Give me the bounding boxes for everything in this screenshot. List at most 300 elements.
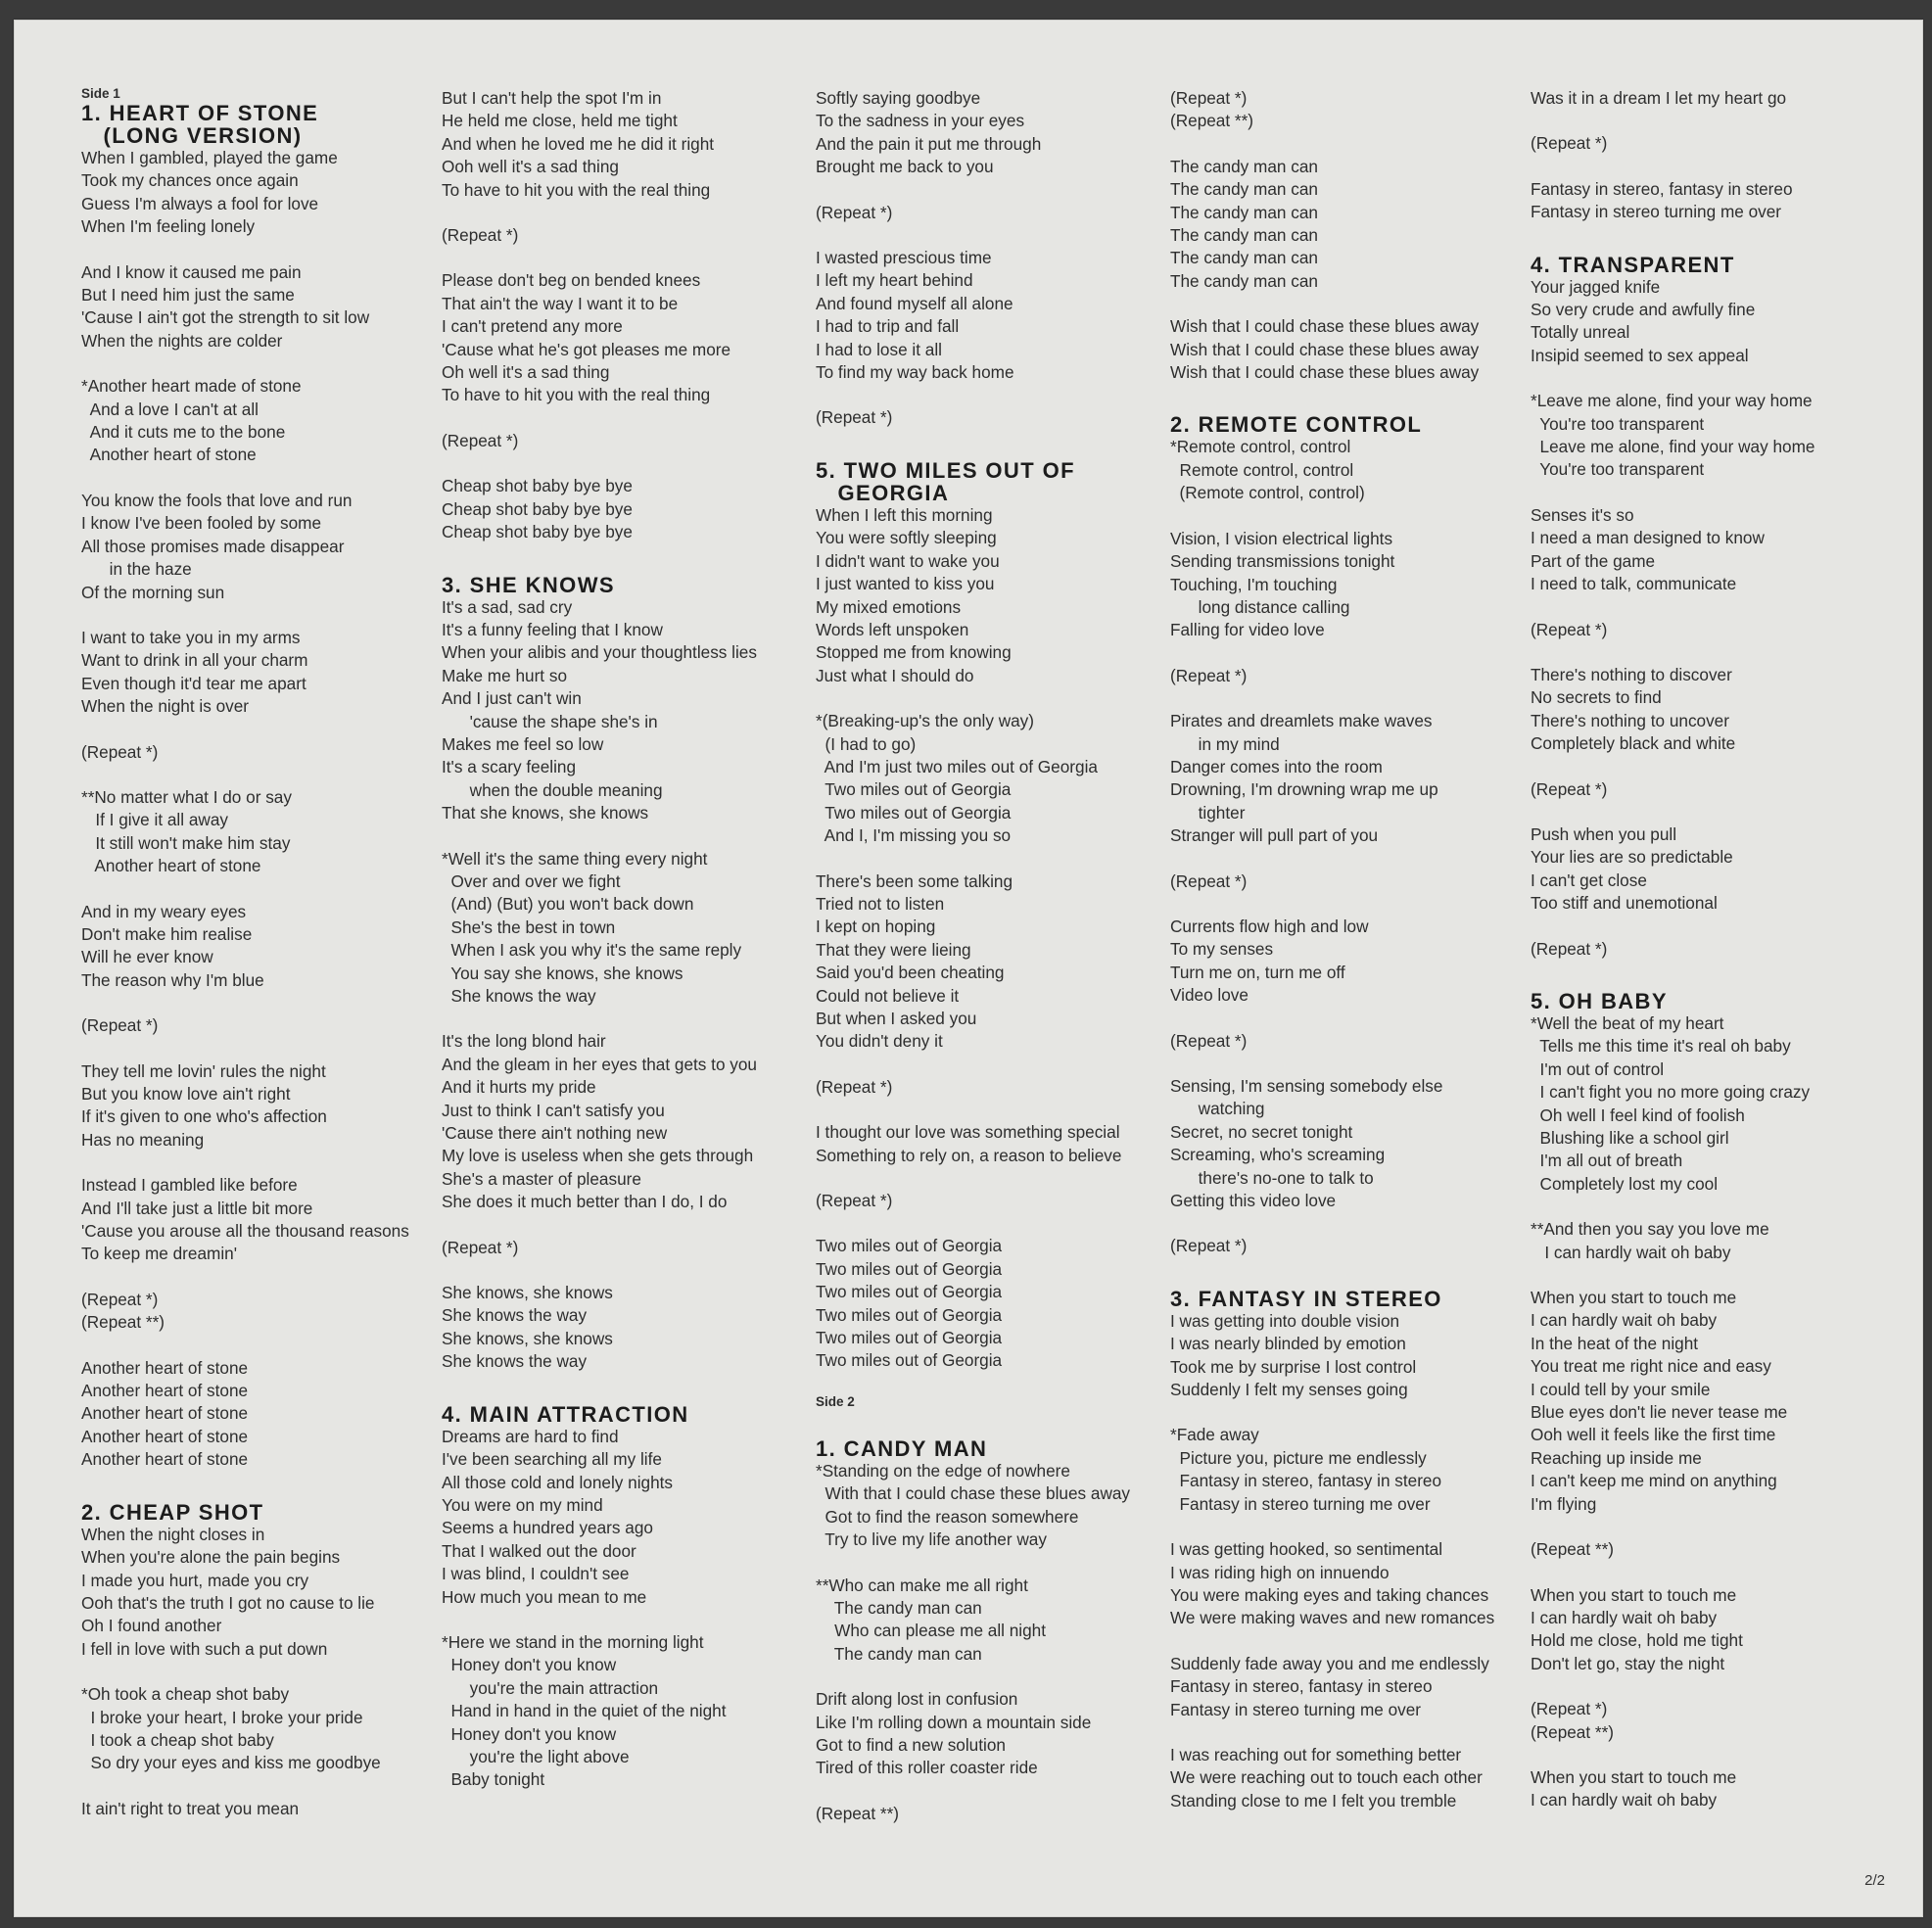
lyric-line: I broke your heart, I broke your pride [81,1707,363,1727]
lyric-line: Fantasy in stereo turning me over [1531,202,1782,222]
lyric-line: I want to take you in my arms [81,627,301,647]
lyric-line: 'Cause I ain't got the strength to sit low [81,307,370,328]
lyric-line: I'm all out of breath [1531,1151,1683,1171]
lyric-line: You were on my mind [442,1494,603,1515]
lyrics-column-1 [81,87,453,1843]
lyric-line: Another heart of stone [81,1357,249,1378]
lyric-line: *(Breaking-up's the only way) [816,711,1035,731]
lyric-line: Instead I gambled like before [81,1175,298,1196]
lyric-line: The candy man can [1170,270,1318,291]
lyric-stanza [1531,778,1903,801]
lyric-line: Picture you, picture me endlessly [1170,1447,1427,1468]
lyric-line: When your alibis and your thoughtless lies [442,642,757,663]
lyric-stanza [1170,1744,1542,1812]
lyric-line: You know the fools that love and run [81,490,353,510]
lyric-stanza [1531,1538,1903,1561]
lyric-line: (Repeat *) [1170,1236,1248,1256]
lyric-line: When you start to touch me [1531,1584,1737,1605]
lyric-line: Vision, I vision electrical lights [1170,528,1393,548]
song-title [816,459,1188,504]
lyric-line: Fantasy in stereo turning me over [1170,1699,1422,1719]
lyric-stanza [816,1460,1188,1552]
lyric-line: When you start to touch me [1531,1766,1737,1787]
lyric-line: I had to trip and fall [816,316,960,337]
lyric-line: Completely black and white [1531,733,1736,754]
lyric-line: And found myself all alone [816,293,1013,313]
lyric-line: Another heart of stone [81,1449,249,1470]
lyric-line: When I ask you why it's the same reply [442,940,742,961]
lyric-line: Please don't beg on bended knees [442,270,701,291]
lyric-line: It still won't make him stay [81,832,291,853]
lyric-line: Tired of this roller coaster ride [816,1758,1038,1778]
lyric-stanza [1531,1766,1903,1812]
lyric-line: She knows, she knows [442,1283,613,1303]
lyric-line: Oh I found another [81,1616,222,1636]
lyric-line: Ooh well it's a sad thing [442,157,619,177]
lyric-line: The candy man can [1170,156,1318,176]
lyric-line: Drowning, I'm drowning wrap me up [1170,779,1438,800]
lyric-line: Senses it's so [1531,504,1634,525]
lyric-line: *Standing on the edge of nowhere [816,1460,1070,1481]
lyric-line: Your jagged knife [1531,276,1661,297]
lyric-stanza [1170,870,1542,893]
lyric-stanza [1170,1538,1542,1630]
lyric-line: That ain't the way I want it to be [442,293,679,313]
lyric-line: Currents flow high and low [1170,916,1369,936]
lyric-line: Totally unreal [1531,322,1630,343]
song-title-line: 2. CHEAP SHOT [81,1499,264,1525]
lyric-line: You didn't deny it [816,1031,943,1052]
lyric-stanza [442,475,824,543]
lyric-line: The candy man can [816,1643,982,1664]
lyric-line: 'Cause what he's got pleases me more [442,339,731,359]
lyric-stanza [1531,664,1903,756]
lyric-line: Remote control, control [1170,459,1354,480]
lyric-line: Another heart of stone [81,1381,249,1401]
lyric-stanza [1170,436,1542,504]
lyric-line: Screaming, who's screaming [1170,1145,1386,1165]
lyric-line: Ooh that's the truth I got no cause to lie [81,1592,375,1613]
lyric-line: No secrets to find [1531,687,1662,708]
lyric-line: I need to talk, communicate [1531,574,1737,594]
lyric-stanza [81,1798,453,1820]
lyric-line: Two miles out of Georgia [816,1328,1003,1348]
lyric-line: I need a man designed to know [1531,528,1765,548]
lyric-line: She knows the way [442,1351,588,1372]
lyric-line: Just to think I can't satisfy you [442,1100,665,1120]
lyric-line: Make me hurt so [442,665,567,685]
lyric-line: Want to drink in all your charm [81,650,308,671]
lyric-stanza [1170,1030,1542,1053]
lyric-line: **And then you say you love me [1531,1219,1769,1240]
lyric-line: **Who can make me all right [816,1575,1028,1595]
lyric-stanza [442,1030,824,1213]
lyric-stanza [816,1575,1188,1667]
lyric-line: I wasted prescious time [816,248,992,268]
lyric-line: I left my heart behind [816,270,973,291]
lyric-line: Don't make him realise [81,923,253,944]
lyric-line: I was reaching out for something better [1170,1744,1462,1764]
lyric-line: Sensing, I'm sensing somebody else [1170,1076,1443,1096]
lyric-sheet [14,20,1923,1917]
lyric-stanza [816,202,1188,224]
lyric-line: My mixed emotions [816,596,962,617]
lyric-stanza [1170,1235,1542,1257]
lyric-line: (Repeat *) [1170,665,1248,685]
lyric-line: I kept on hoping [816,917,936,937]
lyric-line: When the night is over [81,696,250,717]
lyric-stanza [1170,528,1542,642]
lyric-stanza [1531,178,1903,224]
lyric-stanza [81,786,453,878]
lyric-stanza [81,1683,453,1775]
lyric-line: (Remote control, control) [1170,483,1365,503]
lyric-line: The candy man can [1170,202,1318,222]
lyric-line: Softly saying goodbye [816,88,981,108]
lyric-line: The candy man can [816,1597,982,1618]
lyric-line: you're the main attraction [442,1677,659,1698]
lyric-stanza [442,430,824,452]
lyric-line: There's nothing to uncover [1531,710,1729,730]
lyric-line: It ain't right to treat you mean [81,1798,300,1818]
lyric-line: (I had to go) [816,733,917,754]
lyric-line: The candy man can [1170,179,1318,200]
lyric-line: in the haze [81,559,192,580]
lyric-line: I thought our love was something special [816,1122,1120,1143]
lyric-stanza [442,848,824,1009]
lyric-line: 'Cause you arouse all the thousand reasons [81,1221,409,1242]
song-title [1531,254,1903,276]
lyric-line: All those cold and lonely nights [442,1472,674,1492]
lyric-line: Two miles out of Georgia [816,1236,1003,1256]
lyric-line: Completely lost my cool [1531,1173,1719,1194]
lyric-line: Turn me on, turn me off [1170,962,1345,982]
lyric-line: (Repeat *) [816,1076,893,1097]
lyric-line: Two miles out of Georgia [816,779,1012,800]
lyric-line: Oh well I feel kind of foolish [1531,1105,1745,1125]
lyric-line: *Remote control, control [1170,437,1351,457]
lyric-line: That I walked out the door [442,1540,636,1561]
lyric-line: To have to hit you with the real thing [442,179,711,200]
lyric-stanza [1531,390,1903,482]
lyric-line: The reason why I'm blue [81,969,264,990]
lyric-stanza [1531,823,1903,916]
lyric-stanza [816,870,1188,1054]
song-title-line: 4. TRANSPARENT [1531,252,1735,277]
lyric-line: Reaching up inside me [1531,1447,1702,1468]
lyric-line: watching [1170,1099,1265,1119]
lyric-line: I fell in love with such a put down [81,1638,328,1659]
lyric-line: Took my chances once again [81,170,299,191]
lyric-line: All those promises made disappear [81,536,345,556]
lyric-line: Over and over we fight [442,870,621,891]
lyric-stanza [442,1282,824,1374]
lyric-stanza [816,87,1188,179]
lyric-line: You treat me right nice and easy [1531,1356,1771,1377]
lyric-line: When I gambled, played the game [81,148,338,167]
lyric-line: Push when you pull [1531,823,1677,844]
lyric-line: Two miles out of Georgia [816,1258,1003,1279]
song-title-line: GEORGIA [816,480,950,505]
lyric-line: Got to find the reason somewhere [816,1506,1079,1527]
lyric-line: And a love I can't at all [81,399,259,419]
lyric-stanza [1531,504,1903,596]
lyric-stanza [1170,87,1542,133]
lyric-line: I can't pretend any more [442,316,623,337]
lyric-line: I know I've been fooled by some [81,513,322,534]
lyric-line: Of the morning sun [81,582,225,602]
song-title [1170,413,1542,436]
lyrics-column-4 [1170,87,1542,1835]
song-title-line: 5. OH BABY [1531,988,1668,1013]
lyric-line: I can't get close [1531,870,1647,890]
lyric-line: Two miles out of Georgia [816,1304,1003,1325]
lyric-line: Another heart of stone [81,1426,249,1446]
lyric-line: *Oh took a cheap shot baby [81,1684,290,1705]
lyric-line: I made you hurt, made you cry [81,1570,309,1590]
lyric-line: He held me close, held me tight [442,111,678,131]
lyric-line: (Repeat *) [1170,88,1248,108]
lyric-line: Your lies are so predictable [1531,847,1733,868]
lyric-stanza [1531,1584,1903,1676]
lyric-line: (Repeat *) [1531,619,1608,639]
lyric-line: That they were lieing [816,939,971,960]
lyric-line: So dry your eyes and kiss me goodbye [81,1753,381,1773]
lyric-stanza [81,490,453,604]
lyric-line: To find my way back home [816,362,1014,383]
lyric-stanza [1531,938,1903,961]
side-label: Side 1 [81,86,120,101]
lyric-line: I can hardly wait oh baby [1531,1790,1718,1810]
lyric-line: 'cause the shape she's in [442,711,658,731]
lyric-line: But when I asked you [816,1009,977,1028]
lyric-stanza [442,596,824,825]
lyric-line: I took a cheap shot baby [81,1729,274,1750]
lyric-stanza [816,1235,1188,1372]
lyric-line: She knows, she knows [442,1328,613,1348]
lyric-line: Was it in a dream I let my heart go [1531,88,1787,108]
lyric-line: I can hardly wait oh baby [1531,1310,1718,1331]
lyric-line: Stopped me from knowing [816,642,1012,663]
lyric-line: I was nearly blinded by emotion [1170,1334,1406,1354]
lyric-line: How much you mean to me [442,1586,647,1607]
lyric-stanza [81,1014,453,1037]
lyric-line: (Repeat *) [1531,1699,1608,1719]
lyric-line: So very crude and awfully fine [1531,300,1756,320]
lyric-line: But I need him just the same [81,285,295,306]
lyric-line: She knows the way [442,1305,588,1326]
lyric-stanza [81,901,453,993]
lyric-line: Suddenly fade away you and me endlessly [1170,1653,1489,1673]
lyric-line: Drift along lost in confusion [816,1689,1018,1710]
song-title [81,1501,453,1524]
lyric-line: Makes me feel so low [442,733,604,754]
song-title-line: 3. SHE KNOWS [442,572,615,597]
lyric-line: Wish that I could chase these blues away [1170,362,1480,383]
lyric-line: There's nothing to discover [1531,664,1732,684]
side-label: Side 2 [816,1393,855,1409]
lyric-line: I'm out of control [1531,1058,1665,1079]
lyric-line: Got to find a new solution [816,1734,1006,1755]
lyric-line: We were reaching out to touch each other [1170,1767,1483,1788]
lyric-line: I can hardly wait oh baby [1531,1242,1731,1262]
lyric-line: When I left this morning [816,504,993,525]
lyric-stanza [816,1076,1188,1099]
lyric-line: Cheap shot baby bye bye [442,476,633,496]
song-title [442,574,824,596]
lyric-stanza [816,1803,1188,1825]
song-title-line: 4. MAIN ATTRACTION [442,1401,689,1427]
lyric-line: (Repeat *) [1531,133,1608,154]
lyric-line: And I'll take just a little bit more [81,1198,313,1218]
lyric-line: *Here we stand in the morning light [442,1631,704,1652]
lyric-line: Pirates and dreamlets make waves [1170,711,1433,731]
lyric-stanza [442,1237,824,1259]
lyric-line: *Leave me alone, find your way home [1531,391,1813,411]
lyric-line: Too stiff and unemotional [1531,893,1718,914]
lyric-line: (Repeat *) [1531,778,1608,799]
lyric-line: It's a scary feeling [442,757,577,777]
lyric-line: (Repeat *) [816,407,893,428]
lyric-line: Took me by surprise I lost control [1170,1356,1417,1377]
lyric-line: Said you'd been cheating [816,963,1005,983]
lyric-stanza [816,710,1188,847]
lyric-line: Video love [1170,985,1249,1006]
lyric-stanza [1531,132,1903,155]
lyric-line: Leave me alone, find your way home [1531,437,1815,457]
song-title [81,102,453,147]
lyric-line: The candy man can [1170,248,1318,268]
lyric-line: The candy man can [1170,225,1318,246]
song-title-line: 1. HEART OF STONE [81,101,319,125]
lyric-line: Brought me back to you [816,157,994,177]
lyric-line: Has no meaning [81,1129,205,1150]
lyric-stanza [816,504,1188,687]
lyric-line: There's been some talking [816,870,1013,891]
song-title [1531,990,1903,1012]
lyric-stanza [81,375,453,467]
lyric-line: And in my weary eyes [81,901,247,921]
lyric-line: Will he ever know [81,947,213,967]
lyric-line: Who can please me all night [816,1621,1047,1641]
lyric-line: Fantasy in stereo, fantasy in stereo [1531,178,1793,199]
lyric-line: And I know it caused me pain [81,261,302,282]
lyric-line: You say she knows, she knows [442,963,683,983]
lyric-line: Another heart of stone [81,1403,249,1424]
lyric-line: Tried not to listen [816,893,945,914]
lyric-line: you're the light above [442,1746,630,1766]
lyric-stanza [1531,1698,1903,1744]
lyric-line: And it hurts my pride [442,1077,596,1098]
lyric-line: You're too transparent [1531,413,1705,434]
lyric-line: You're too transparent [1531,459,1705,480]
lyric-line: Hold me close, hold me tight [1531,1630,1743,1651]
lyric-line: Another heart of stone [81,445,257,465]
lyric-line: 'Cause there ain't nothing new [442,1123,668,1144]
lyric-line: To the sadness in your eyes [816,111,1025,131]
lyric-line: Sending transmissions tonight [1170,551,1395,572]
song-title-line: 2. REMOTE CONTROL [1170,412,1423,438]
lyric-stanza [81,147,453,239]
lyric-line: I can't keep me mind on anything [1531,1471,1777,1491]
lyric-line: Danger comes into the room [1170,756,1383,776]
lyric-stanza [1170,315,1542,384]
lyric-line: And I, I'm missing you so [816,825,1012,846]
lyric-line: Blushing like a school girl [1531,1128,1729,1148]
lyric-stanza [1531,87,1903,110]
lyric-line: Fantasy in stereo turning me over [1170,1493,1431,1514]
lyric-line: When you're alone the pain begins [81,1547,341,1568]
song-title [1170,1288,1542,1310]
lyric-line: Cheap shot baby bye bye [442,522,633,542]
lyric-line: We were making waves and new romances [1170,1608,1495,1628]
lyric-line: Two miles out of Georgia [816,802,1012,823]
lyric-line: Blue eyes don't lie never tease me [1531,1402,1788,1423]
lyric-line: Oh well it's a sad thing [442,362,610,383]
lyric-line: Getting this video love [1170,1191,1337,1211]
lyric-stanza [816,406,1188,429]
lyrics-column-3 [816,87,1188,1848]
lyric-line: when the double meaning [442,779,663,800]
lyric-line: (Repeat **) [1531,1721,1615,1742]
lyric-line: Two miles out of Georgia [816,1350,1003,1371]
song-title-line: 1. CANDY MAN [816,1435,988,1461]
lyric-line: Secret, no secret tonight [1170,1121,1353,1142]
lyric-line: I was riding high on innuendo [1170,1562,1390,1582]
lyric-line: I can hardly wait oh baby [1531,1607,1718,1627]
lyric-line: And it cuts me to the bone [81,422,286,443]
lyric-line: It's a sad, sad cry [442,596,573,617]
lyric-line: (Repeat *) [1170,870,1248,891]
lyric-stanza [1531,619,1903,641]
lyric-line: Don't let go, stay the night [1531,1653,1725,1673]
lyric-line: Wish that I could chase these blues away [1170,339,1480,359]
lyric-line: tighter [1170,802,1246,823]
lyric-line: She knows the way [442,986,596,1006]
lyric-line: In the heat of the night [1531,1333,1699,1353]
lyric-stanza [1170,1653,1542,1721]
lyric-stanza [442,1426,824,1609]
lyric-line: Guess I'm always a fool for love [81,193,319,213]
lyric-stanza [81,1060,453,1152]
lyric-line: I had to lose it all [816,339,942,359]
lyric-line: I was blind, I couldn't see [442,1564,630,1584]
lyric-stanza [81,627,453,719]
lyric-stanza [1170,916,1542,1008]
lyric-line: And I'm just two miles out of Georgia [816,756,1098,776]
lyrics-column-5 [1531,87,1903,1835]
lyric-line: If it's given to one who's affection [81,1106,327,1127]
lyric-stanza [442,224,824,247]
lyric-line: She's a master of pleasure [442,1168,641,1189]
lyric-line: in my mind [1170,733,1280,754]
lyric-line: (Repeat **) [81,1312,165,1333]
lyric-line: (Repeat **) [1531,1539,1615,1560]
lyric-line: It's a funny feeling that I know [442,619,663,639]
lyric-stanza [442,87,824,202]
lyric-stanza [1531,1287,1903,1516]
song-title-line: 3. FANTASY IN STEREO [1170,1286,1442,1311]
lyric-stanza [1531,1012,1903,1196]
song-title [442,1403,824,1426]
lyric-line: When I'm feeling lonely [81,216,256,237]
lyric-line: (Repeat *) [1531,938,1608,959]
lyric-line: I just wanted to kiss you [816,574,995,594]
lyric-line: My love is useless when she gets through [442,1146,754,1166]
lyric-line: Even though it'd tear me apart [81,673,306,693]
lyric-line: With that I could chase these blues away [816,1483,1131,1504]
lyric-line: (And) (But) you won't back down [442,894,694,915]
